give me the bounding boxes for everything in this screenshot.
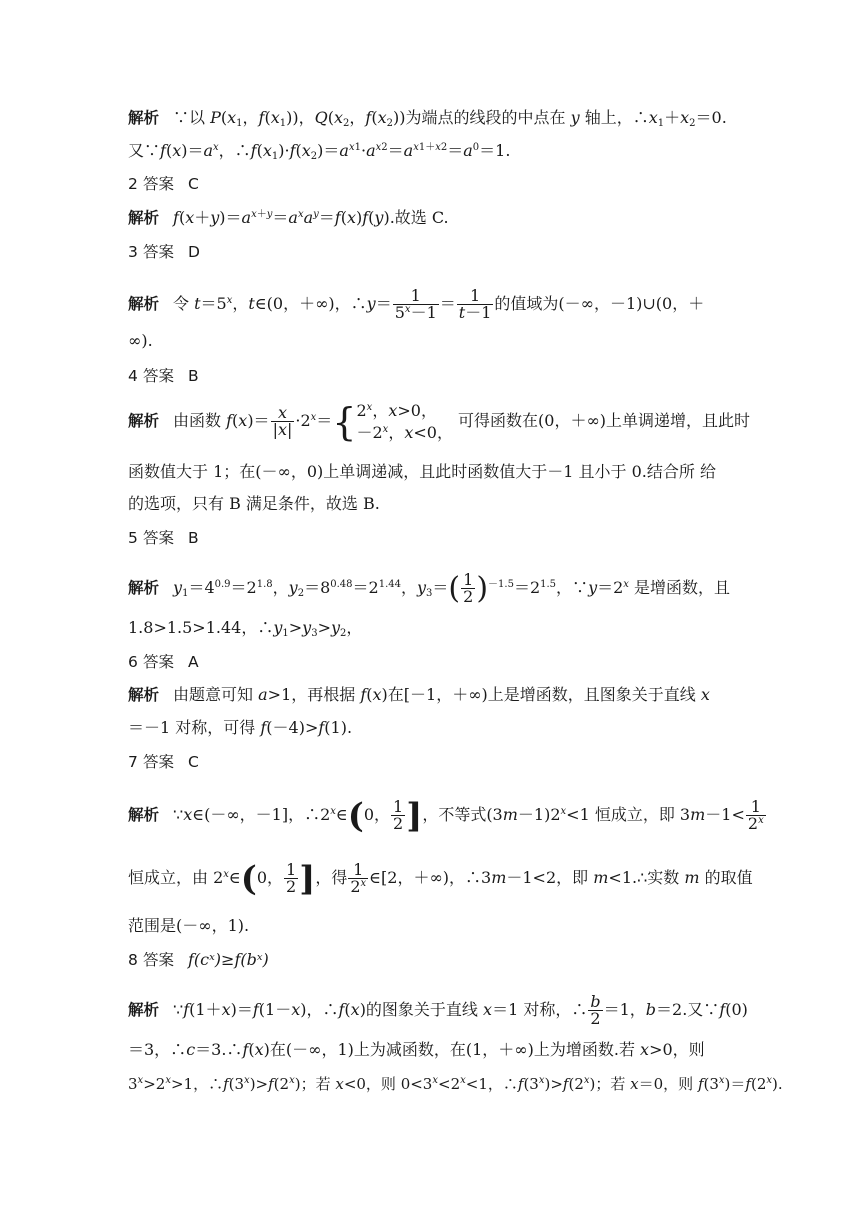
jiexi-label: 解析	[128, 1001, 160, 1019]
solution-3-line-2: ∞).	[128, 331, 153, 350]
solution-7-line-3: 范围是(－∞，1).	[128, 916, 250, 935]
answer-choice: A	[187, 653, 199, 671]
answer-5: 5 答案 B	[128, 529, 199, 547]
solution-6-line-1: 解析 由题意可知 a>1，再根据 f(x)在[－1，＋∞)上是增函数，且图象关于直线 x	[128, 685, 710, 704]
solution-5-line-1: 解析 $y_1=4^{0.9}=2^{1.8}$，$y_2=8^{0.48}=2^{1.44}$，$y_3=$( $\frac{1}{2}$ )$^{-1.5}=2^{1.5}$，$\because y=2^x$ 是增函数，且	[128, 570, 731, 606]
jiexi-label: 解析	[128, 686, 160, 704]
jiexi-label: 解析	[128, 412, 160, 430]
solution-4-line-1: 解析 由函数 f(x)＝ $\frac{x}{|x|}$ $\cdot 2^x=${ 2$^x$，x>0， $-2^x$，x<0， 可得函数在(0，＋∞)上单调递增，且此时	[128, 399, 751, 444]
answer-choice: C	[187, 753, 199, 771]
answer-choice: D	[187, 243, 200, 261]
solution-4-line-2: 函数值大于 1；在(－∞，0)上单调递减，且此时函数值大于－1 且小于 0.结合所 给	[128, 462, 716, 481]
answer-4: 4 答案 B	[128, 367, 199, 385]
solution-8-line-2: ＝3，∴c＝3.∴f(x)在(－∞，1)上为减函数，在(1，＋∞)上为增函数.若 x>0，则	[128, 1040, 705, 1059]
answer-choice: C	[187, 175, 199, 193]
solution-2: 解析 $f(x+y)=a^{x+y}=a^xa^y=f(x)f(y)$.故选 C.	[128, 208, 449, 227]
answer-choice: f(cˣ)≥f(bˣ)	[187, 950, 269, 969]
solution-8-line-3: $3^x>2^x>1$，$\therefore f(3^x)>f(2^x)$；若 x<0，则 $0<3^x<2^x<1$，$\therefore f(3^x)>f(2^x)$；若 x＝0，则 $f(3^x)=f(2^x)$.	[128, 1075, 783, 1093]
answer-choice: B	[187, 529, 199, 547]
jiexi-label: 解析	[128, 295, 160, 313]
answer-7: 7 答案 C	[128, 753, 199, 771]
jiexi-label: 解析	[128, 109, 160, 127]
answer-3: 3 答案 D	[128, 243, 200, 261]
solution-1-line-1: 解析 ∵以 $P(x_1$，$f(x_1)$)，$Q(x_2$，$f(x_2)$)为端点的线段的中点在 y 轴上，$\therefore x_1+x_2=0$.	[128, 108, 727, 129]
answer-6: 6 答案 A	[128, 653, 199, 671]
solution-3-line-1: 解析 令 $t=5^x$，t∈(0，＋∞)，∴y＝ $\frac{1}{5^x-1}$ ＝ $\frac{1}{t-1}$ 的值域为(－∞，－1)∪(0，＋	[128, 286, 705, 322]
answer-choice: B	[187, 367, 199, 385]
solution-1-line-2: 又$\because f(x)=a^x$，$\therefore f(x_1)\cdot f(x_2)=a^{x1}\cdot a^{x2}=a^{x1+x2}=a^0=1$.	[128, 141, 511, 162]
solution-7-line-1: 解析 ∵x∈(－∞，－1]，∴2$^x$∈(0， $\frac{1}{2}$ ]，不等式$(3m-1)2^x<1$ 恒成立，即 3m－1< $\frac{1}{2^x}$	[128, 795, 764, 836]
jiexi-label: 解析	[128, 209, 160, 227]
solution-6-line-2: ＝－1 对称，可得 f(－4)>f(1).	[128, 718, 353, 737]
solution-5-line-2: 1.8>1.5>1.44，$\therefore y_1>y_3>y_2$，	[128, 618, 363, 639]
jiexi-label: 解析	[128, 806, 160, 824]
solution-7-line-2: 恒成立，由 2$^x$∈(0， $\frac{1}{2}$ ]，得 $\frac{1}{2^x}$ ∈[2，＋∞)，∴3m－1<2，即 m<1.∴实数 m 的取值	[128, 858, 753, 899]
jiexi-label: 解析	[128, 579, 160, 597]
solution-4-line-3: 的选项，只有 B 满足条件，故选 B.	[128, 494, 380, 513]
answer-8: 8 答案 f(cˣ)≥f(bˣ)	[128, 950, 269, 969]
answer-2: 2 答案 C	[128, 175, 199, 193]
solution-8-line-1: 解析 ∵f(1＋x)＝f(1－x)，∴f(x)的图象关于直线 x＝1 对称，∴ $\frac{b}{2}$ ＝1，b＝2.又∵f(0)	[128, 992, 748, 1028]
